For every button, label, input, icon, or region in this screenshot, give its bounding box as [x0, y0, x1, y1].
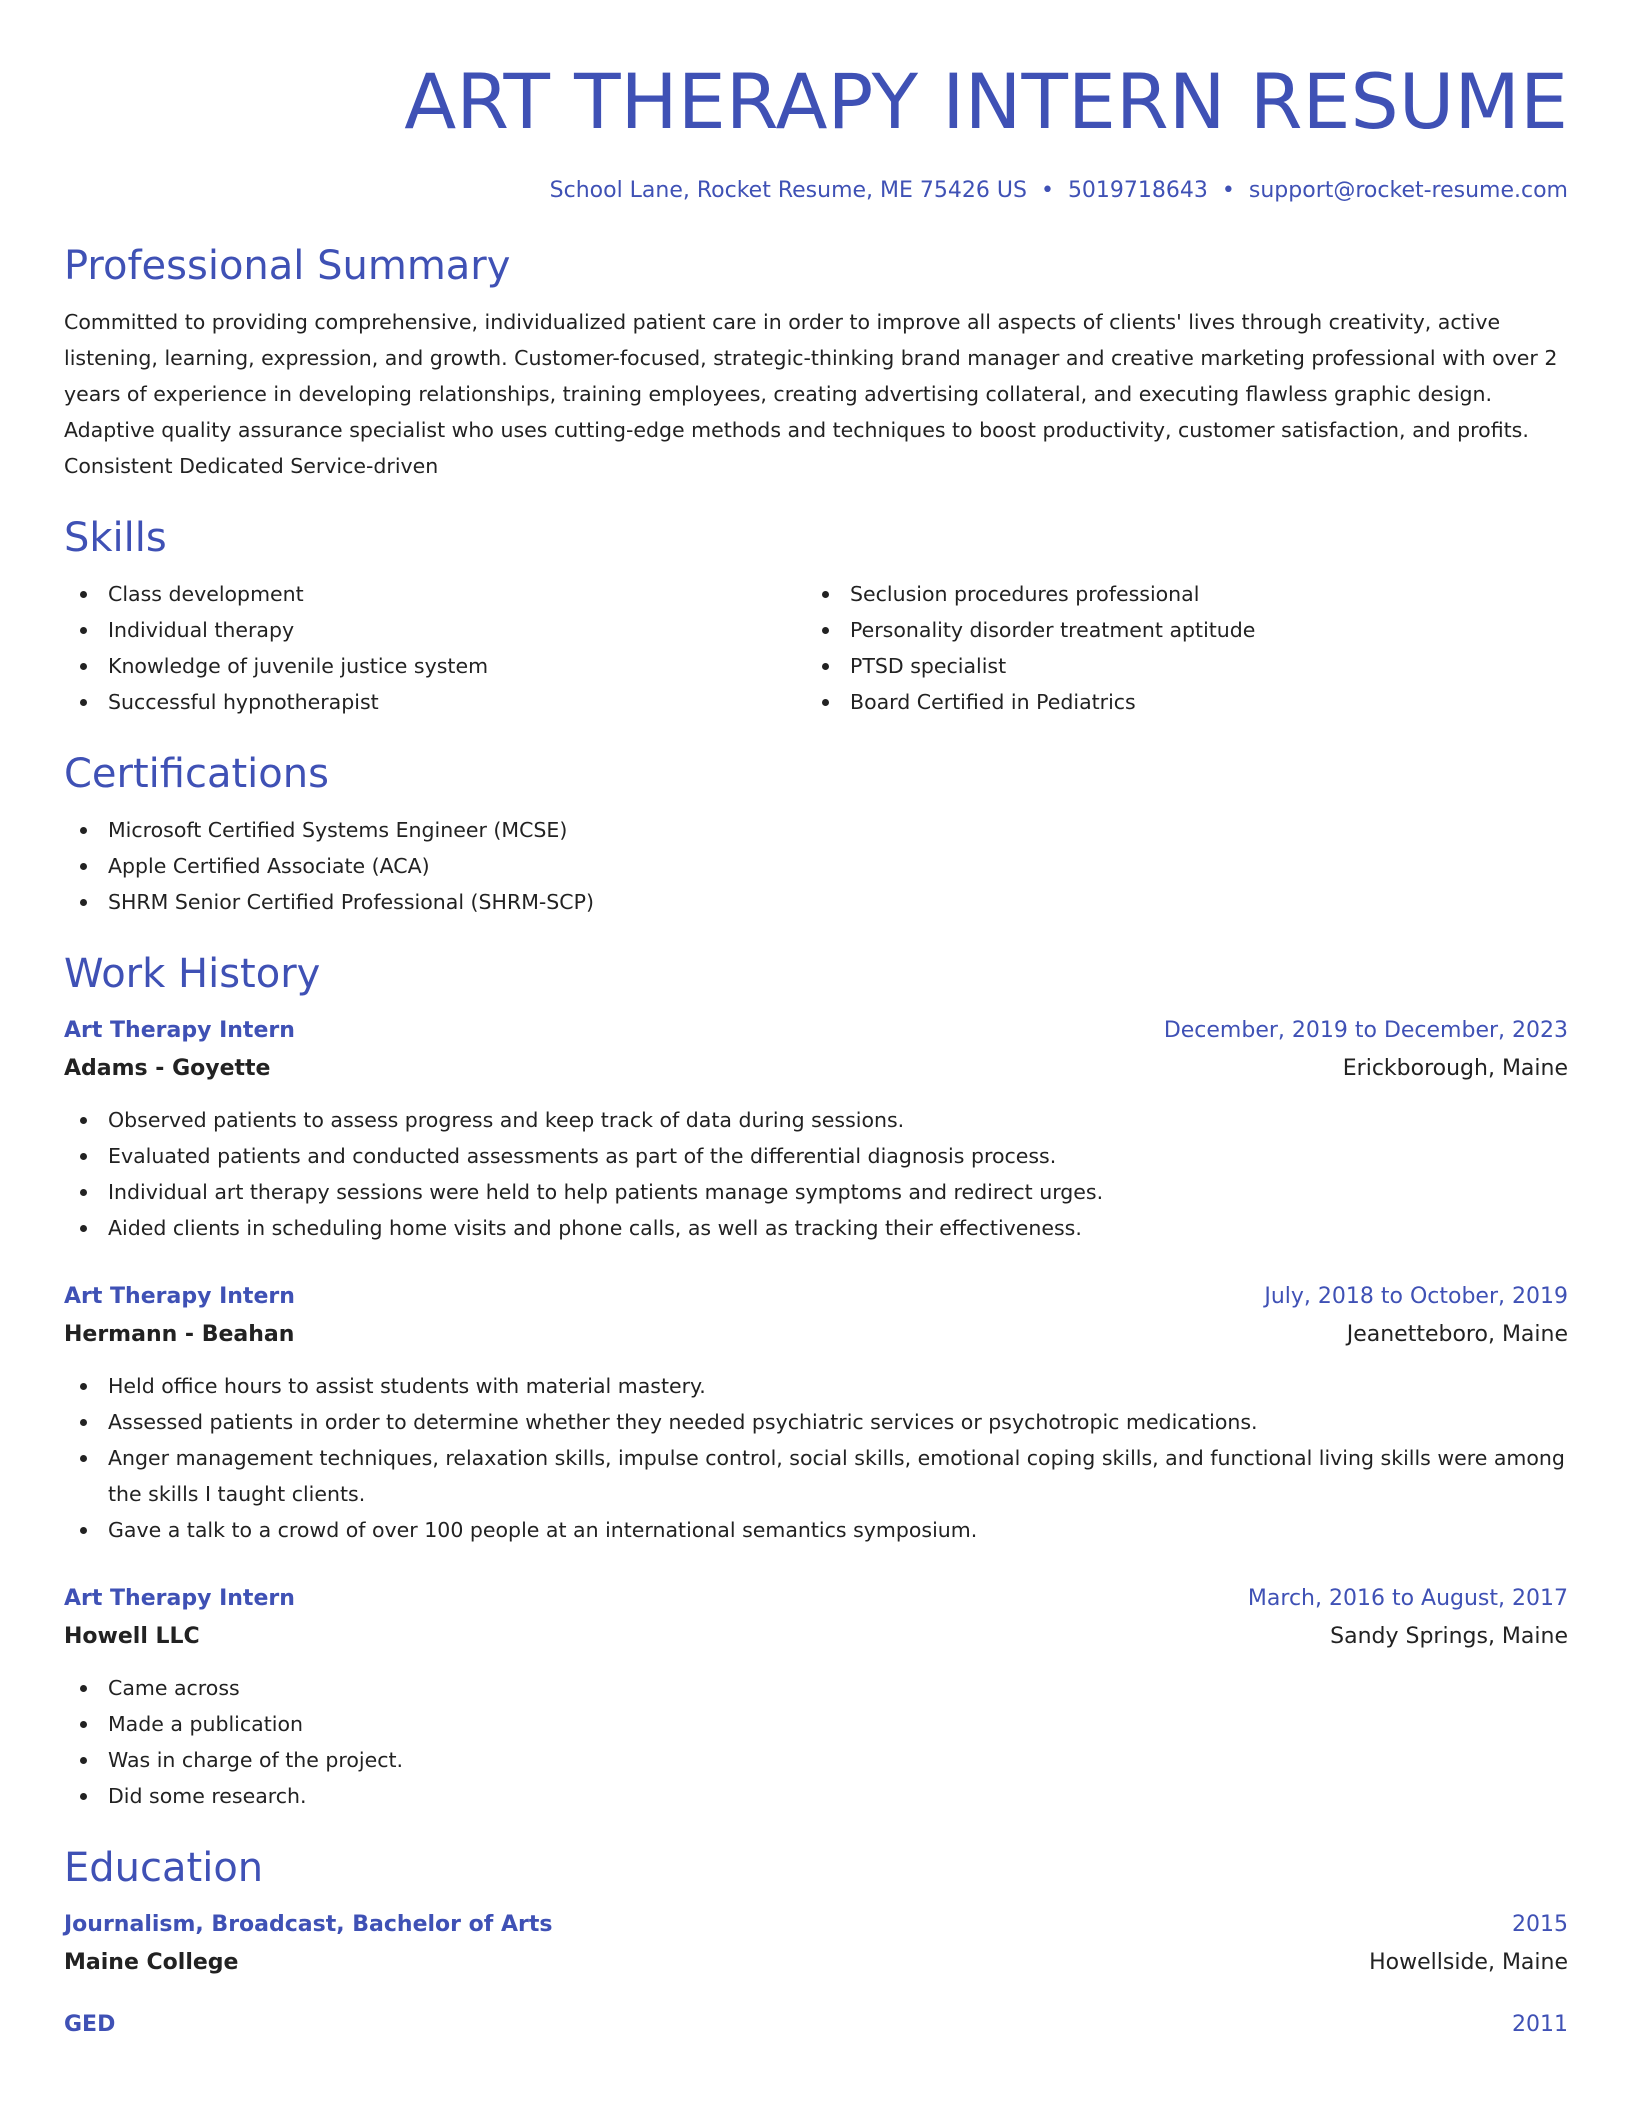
- job-entry: [64, 1580, 1568, 1814]
- certifications-heading: Certifications: [64, 751, 329, 797]
- education-year: 2011: [1512, 2012, 1568, 2037]
- contact-separator: •: [1040, 178, 1054, 203]
- contact-address: School Lane, Rocket Resume, ME 75426 US: [549, 178, 1027, 203]
- skill-item: Personality disorder treatment aptitude: [806, 612, 1568, 648]
- job-company: Hermann - Beahan: [64, 1322, 295, 1347]
- education-heading: Education: [64, 1845, 264, 1891]
- work-history-section: [64, 950, 1568, 1814]
- skill-item: Board Certified in Pediatrics: [806, 684, 1568, 720]
- job-company: Adams - Goyette: [64, 1056, 271, 1081]
- education-school: Maine College: [64, 1950, 239, 1975]
- job-bullet: Held office hours to assist students with material mastery.: [64, 1368, 1568, 1404]
- job-bullet: Observed patients to assess progress and keep track of data during sessions.: [64, 1102, 1568, 1138]
- skill-item: Knowledge of juvenile justice system: [64, 648, 806, 684]
- job-bullet: Did some research.: [64, 1778, 1568, 1814]
- job-location: Jeanetteboro, Maine: [1346, 1322, 1568, 1347]
- skill-item: Individual therapy: [64, 612, 806, 648]
- contact-line: [64, 176, 1568, 206]
- certifications-section: [64, 750, 1568, 920]
- contact-email[interactable]: support@rocket-resume.com: [1248, 178, 1568, 203]
- job-dates: December, 2019 to December, 2023: [1163, 1018, 1568, 1043]
- education-degree: GED: [64, 2012, 116, 2037]
- job-dates: March, 2016 to August, 2017: [1247, 1586, 1568, 1611]
- education-degree: Journalism, Broadcast, Bachelor of Arts: [64, 1912, 553, 1937]
- job-title: Art Therapy Intern: [64, 1586, 295, 1611]
- summary-heading: Professional Summary: [64, 243, 511, 289]
- job-title: Art Therapy Intern: [64, 1018, 295, 1043]
- certification-item: Microsoft Certified Systems Engineer (MCSE): [64, 812, 1568, 848]
- job-bullet: Aided clients in scheduling home visits and phone calls, as well as tracking their effectiveness.: [64, 1210, 1568, 1246]
- skills-list-right: [806, 576, 1568, 720]
- job-entry: [64, 1278, 1568, 1548]
- job-dates: July, 2018 to October, 2019: [1264, 1284, 1568, 1309]
- job-bullet: Assessed patients in order to determine whether they needed psychiatric services or psychotropic medications.: [64, 1404, 1568, 1440]
- job-title: Art Therapy Intern: [64, 1284, 295, 1309]
- skills-grid: [64, 576, 1568, 720]
- education-year: 2015: [1512, 1912, 1568, 1937]
- job-bullet: Gave a talk to a crowd of over 100 people at an international semantics symposium.: [64, 1512, 1568, 1548]
- job-bullet: Evaluated patients and conducted assessments as part of the differential diagnosis process.: [64, 1138, 1568, 1174]
- resume-title: ART THERAPY INTERN RESUME: [404, 57, 1568, 146]
- summary-text: Committed to providing comprehensive, individualized patient care in order to improve all aspects of clients' lives through creativity, active listening, learning, expression, and growth. Customer-focused, strategic-thinking brand manager and creative marketing professional with over 2 years of experience in developing relationships, training employees, creating advertising collateral, and executing flawless graphic design. Adaptive quality assurance specialist who uses cutting-edge methods and techniques to boost productivity, customer satisfaction, and profits. Consistent Dedicated Service-driven: [64, 310, 1558, 478]
- education-location: Howellside, Maine: [1369, 1950, 1568, 1975]
- education-entry: [64, 1906, 1568, 1982]
- certification-item: SHRM Senior Certified Professional (SHRM-SCP): [64, 884, 1568, 920]
- job-bullets: [64, 1368, 1568, 1548]
- job-location: Erickborough, Maine: [1342, 1056, 1568, 1081]
- skills-heading: Skills: [64, 515, 167, 561]
- certifications-list: [64, 812, 1568, 920]
- skill-item: Class development: [64, 576, 806, 612]
- job-entry: [64, 1012, 1568, 1246]
- job-bullets: [64, 1102, 1568, 1246]
- job-bullet: Came across: [64, 1670, 1568, 1706]
- education-section: [64, 1844, 1568, 2044]
- skill-item: Successful hypnotherapist: [64, 684, 806, 720]
- education-entry: [64, 2006, 1568, 2044]
- contact-phone[interactable]: 5019718643: [1067, 178, 1208, 203]
- job-bullets: [64, 1670, 1568, 1814]
- skills-list-left: [64, 576, 806, 720]
- skills-section: [64, 514, 1568, 720]
- skill-item: Seclusion procedures professional: [806, 576, 1568, 612]
- job-bullet: Was in charge of the project.: [64, 1742, 1568, 1778]
- contact-separator: •: [1221, 178, 1235, 203]
- certification-item: Apple Certified Associate (ACA): [64, 848, 1568, 884]
- job-location: Sandy Springs, Maine: [1330, 1624, 1568, 1649]
- summary-section: [64, 242, 1568, 484]
- job-company: Howell LLC: [64, 1624, 200, 1649]
- job-bullet: Anger management techniques, relaxation skills, impulse control, social skills, emotional coping skills, and functional living skills were among the skills I taught clients.: [64, 1440, 1568, 1512]
- skill-item: PTSD specialist: [806, 648, 1568, 684]
- job-bullet: Individual art therapy sessions were held to help patients manage symptoms and redirect urges.: [64, 1174, 1568, 1210]
- job-bullet: Made a publication: [64, 1706, 1568, 1742]
- work-history-heading: Work History: [64, 951, 321, 997]
